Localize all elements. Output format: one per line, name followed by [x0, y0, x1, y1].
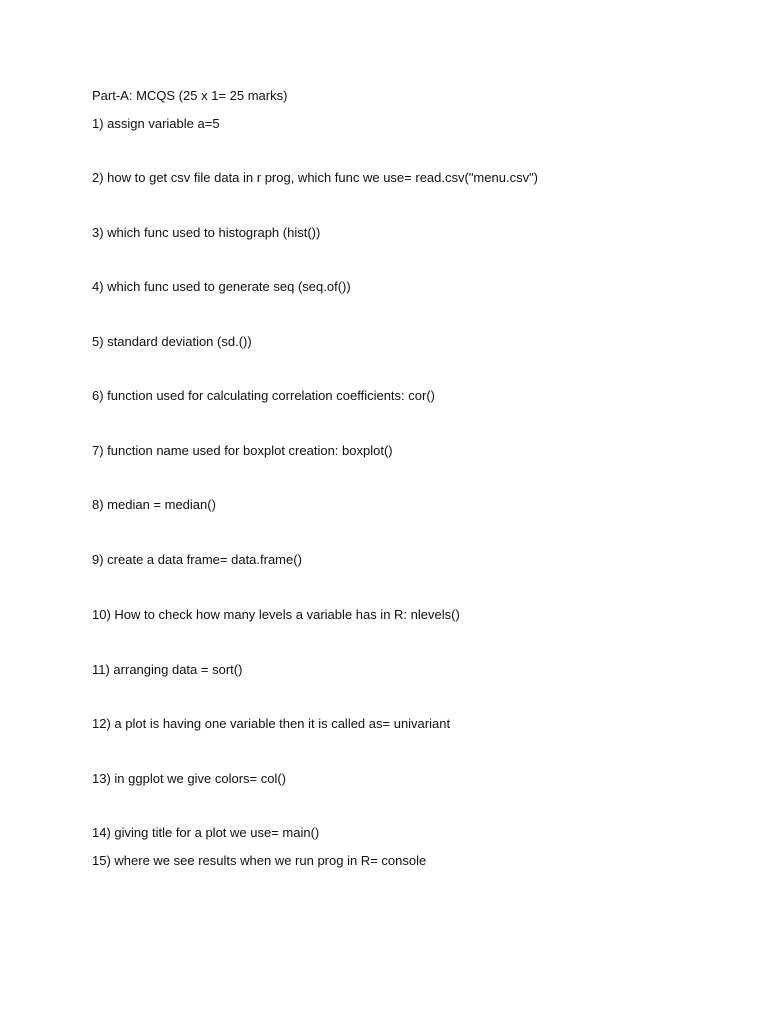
question-2: 2) how to get csv file data in r prog, which func we use= read.csv("menu.csv"): [92, 170, 539, 185]
question-3: 3) which func used to histograph (hist()): [92, 225, 321, 240]
question-12: 12) a plot is having one variable then it is called as= univariant: [92, 716, 451, 731]
question-4: 4) which func used to generate seq (seq.of()): [92, 279, 351, 294]
question-7: 7) function name used for boxplot creation: boxplot(): [92, 443, 393, 458]
question-5: 5) standard deviation (sd.()): [92, 334, 252, 349]
question-9: 9) create a data frame= data.frame(): [92, 552, 302, 567]
question-6: 6) function used for calculating correlation coefficients: cor(): [92, 388, 435, 403]
question-14: 14) giving title for a plot we use= main(): [92, 825, 320, 840]
question-8: 8) median = median(): [92, 497, 216, 512]
question-1: 1) assign variable a=5: [92, 116, 220, 131]
page-heading: Part-A: MCQS (25 x 1= 25 marks): [92, 88, 288, 103]
question-15: 15) where we see results when we run prog in R= console: [92, 853, 427, 868]
question-13: 13) in ggplot we give colors= col(): [92, 771, 287, 786]
question-10: 10) How to check how many levels a variable has in R: nlevels(): [92, 607, 460, 622]
question-11: 11) arranging data = sort(): [92, 662, 243, 677]
